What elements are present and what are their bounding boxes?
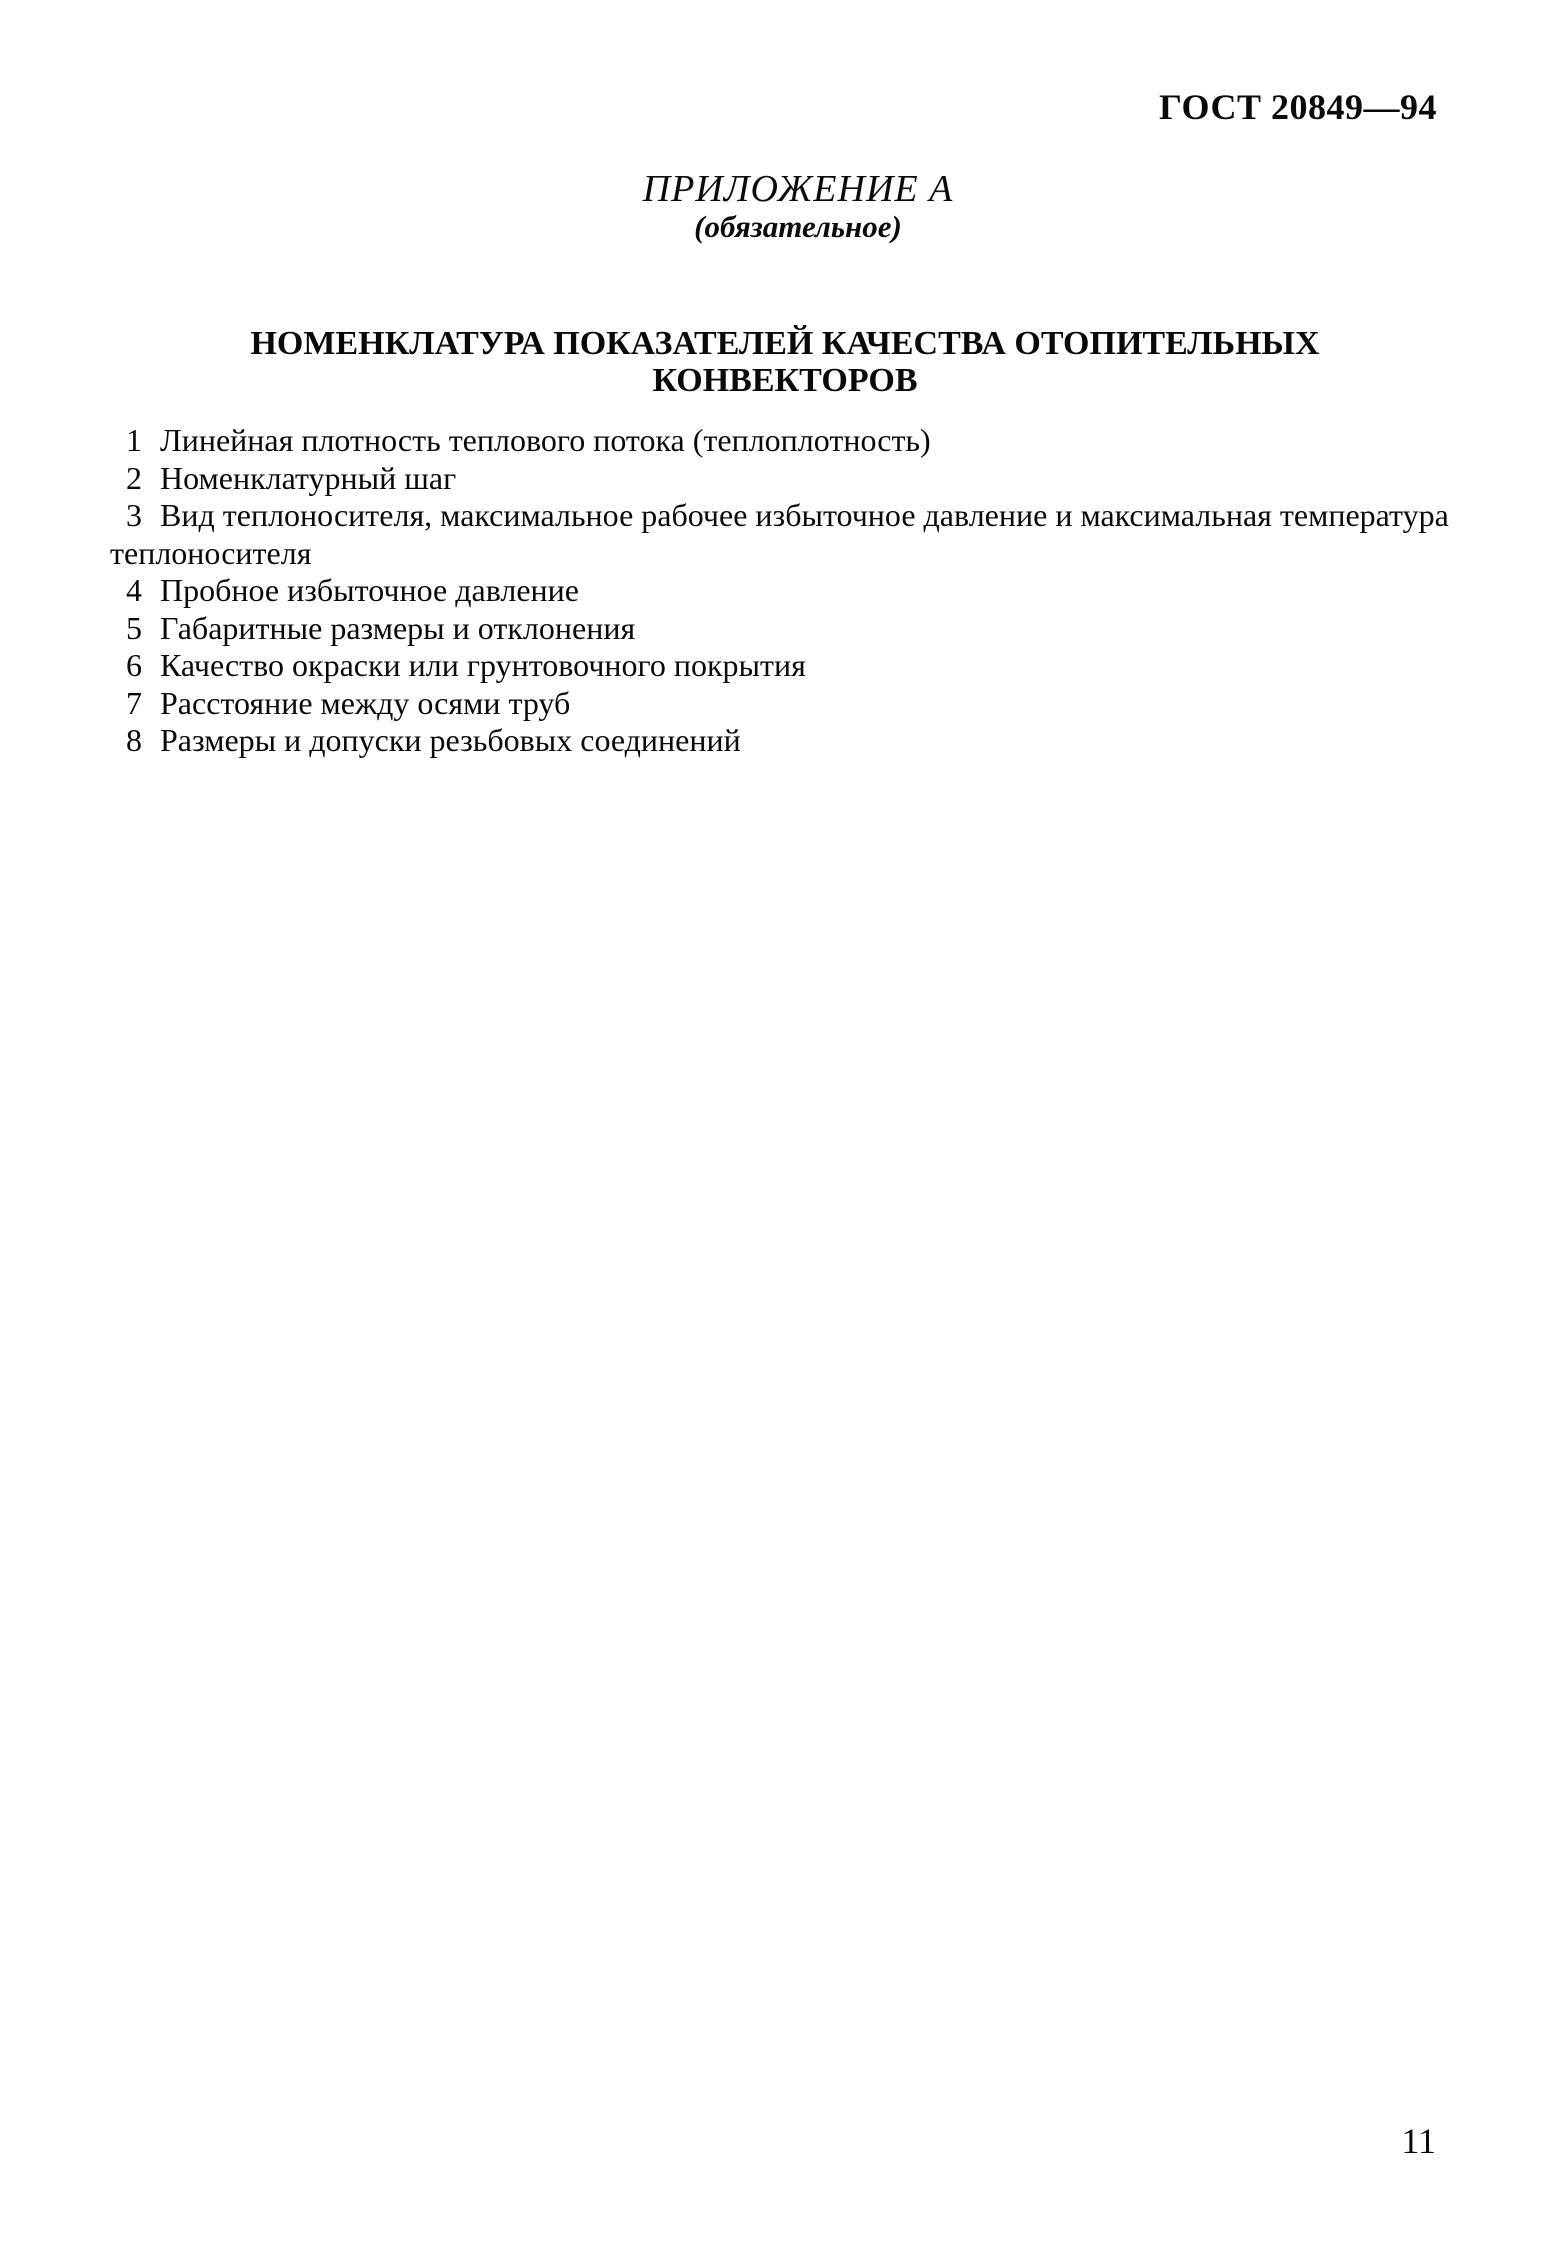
item-number: 2 xyxy=(126,459,142,496)
appendix-title: ПРИЛОЖЕНИЕ А xyxy=(642,168,954,210)
item-number: 4 xyxy=(126,572,142,608)
item-text: Расстояние между осями труб xyxy=(160,684,571,721)
section-title xyxy=(120,325,1450,399)
list-item xyxy=(110,722,1450,760)
item-text: Пробное избыточное давление xyxy=(160,572,579,608)
list-item xyxy=(110,647,1450,685)
appendix-heading xyxy=(0,168,1546,244)
item-number: 6 xyxy=(126,647,142,683)
list-item xyxy=(110,497,1450,572)
item-number: 7 xyxy=(126,684,142,721)
item-number: 8 xyxy=(126,722,142,758)
page-number: 11 xyxy=(1401,2121,1436,2161)
list-item xyxy=(110,685,1450,723)
quality-indicators-list xyxy=(110,422,1450,760)
item-number: 5 xyxy=(126,609,142,646)
document-code: ГОСТ 20849—94 xyxy=(1159,87,1437,127)
item-text: Вид теплоносителя, максимальное рабочее избыточное давление и максимальная температура теплоносителя xyxy=(110,497,1449,571)
appendix-status: (обязательное) xyxy=(694,209,902,244)
list-item xyxy=(110,572,1450,610)
item-number: 3 xyxy=(126,497,142,533)
list-item xyxy=(110,610,1450,648)
list-item xyxy=(110,422,1450,460)
section-title-line-2: КОНВЕКТОРОВ xyxy=(652,362,918,399)
item-text: Качество окраски или грунтовочного покрытия xyxy=(160,647,806,683)
item-text: Линейная плотность теплового потока (теплоплотность) xyxy=(160,422,931,458)
item-text: Размеры и допуски резьбовых соединений xyxy=(160,722,741,758)
section-title-line-1: НОМЕНКЛАТУРА ПОКАЗАТЕЛЕЙ КАЧЕСТВА ОТОПИТЕЛЬНЫХ xyxy=(250,325,1320,362)
list-item xyxy=(110,460,1450,498)
item-text: Габаритные размеры и отклонения xyxy=(160,609,636,646)
item-number: 1 xyxy=(126,422,142,458)
item-text: Номенклатурный шаг xyxy=(160,459,457,496)
